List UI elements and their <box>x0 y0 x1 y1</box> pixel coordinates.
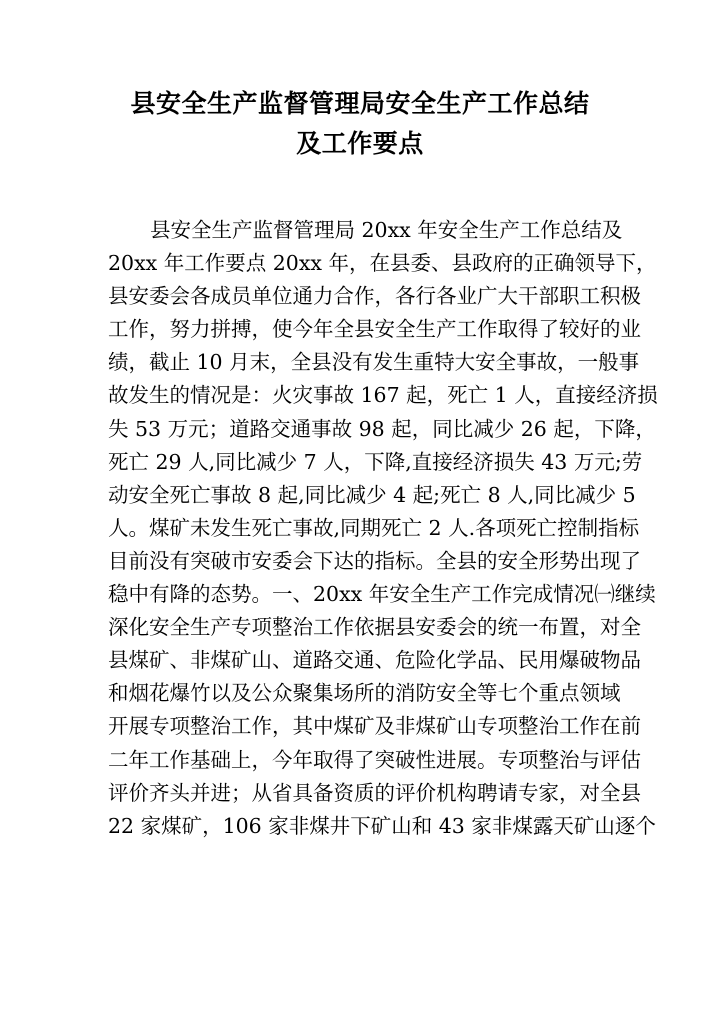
paragraph-line: 工作，努力拼搏，使今年全县安全生产工作取得了较好的业 <box>108 317 641 342</box>
title-line-1: 县安全生产监督管理局安全生产工作总结 <box>130 89 590 118</box>
paragraph-line: 和烟花爆竹以及公众聚集场所的消防安全等七个重点领域 <box>108 681 621 706</box>
paragraph-line: 目前没有突破市安委会下达的指标。全县的安全形势出现了 <box>108 548 641 573</box>
paragraph-line: 故发生的情况是：火灾事故 167 起，死亡 1 人，直接经济损 <box>108 383 658 408</box>
paragraph-line: 死亡 29 人,同比减少 7 人，下降,直接经济损失 43 万元;劳 <box>108 449 643 474</box>
paragraph-line: 县安委会各成员单位通力合作，各行各业广大干部职工积极 <box>108 284 641 309</box>
paragraph-line: 深化安全生产专项整治工作依据县安委会的统一布置，对全 <box>108 615 641 640</box>
paragraph-line: 22 家煤矿，106 家非煤井下矿山和 43 家非煤露天矿山逐个 <box>108 813 656 838</box>
paragraph-line: 开展专项整治工作，其中煤矿及非煤矿山专项整治工作在前 <box>108 714 641 739</box>
paragraph-line: 失 53 万元；道路交通事故 98 起，同比减少 26 起，下降， <box>108 416 656 441</box>
paragraph-line: 人。煤矿未发生死亡事故,同期死亡 2 人.各项死亡控制指标 <box>108 515 640 540</box>
paragraph-line: 绩，截止 10 月末，全县没有发生重特大安全事故，一般事 <box>108 350 640 375</box>
paragraph-line: 评价齐头并进；从省具备资质的评价机构聘请专家，对全县 <box>108 780 641 805</box>
paragraph-line: 稳中有降的态势。一、20xx 年安全生产工作完成情况㈠继续 <box>108 582 656 607</box>
paragraph-line: 县煤矿、非煤矿山、道路交通、危险化学品、民用爆破物品 <box>108 648 641 673</box>
paragraph-line: 动安全死亡事故 8 起,同比减少 4 起;死亡 8 人,同比减少 5 <box>108 482 636 507</box>
body-paragraph <box>108 214 658 843</box>
paragraph-line: 二年工作基础上，今年取得了突破性进展。专项整治与评估 <box>108 747 641 772</box>
document-title <box>0 84 720 164</box>
paragraph-line: 县安全生产监督管理局 20xx 年安全生产工作总结及 <box>150 218 623 242</box>
title-line-2: 及工作要点 <box>296 129 424 158</box>
paragraph-line: 20xx 年工作要点 20xx 年，在县委、县政府的正确领导下， <box>108 251 657 276</box>
